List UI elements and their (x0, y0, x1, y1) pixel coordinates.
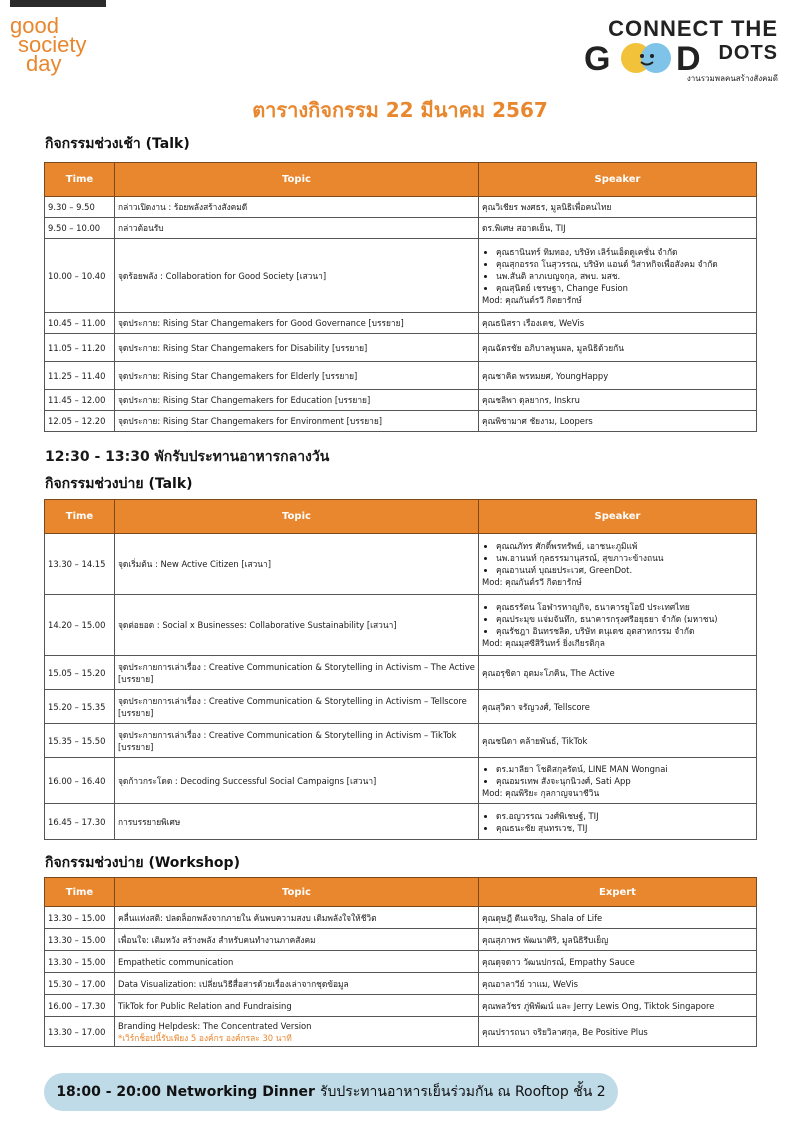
workshop-section-heading: กิจกรรมช่วงบ่าย (Workshop) (45, 855, 240, 871)
time-cell: 10.45 – 11.00 (45, 313, 115, 334)
schedule-row (45, 724, 757, 758)
dinner-time: 18:00 - 20:00 Networking Dinner (56, 1084, 315, 1100)
time-cell: 16.45 – 17.30 (45, 804, 115, 840)
speaker-cell (479, 690, 757, 724)
schedule-row (45, 411, 757, 432)
time-cell: 14.20 – 15.00 (45, 595, 115, 656)
moderator: Mod: คุณพิริยะ กุลกาญจนาชีวิน (482, 787, 600, 798)
speaker-cell (479, 362, 757, 390)
speaker-item: • นพ.อานนท์ กุลธรรมานุสรณ์, สุขภาวะข้างถนน (496, 552, 753, 564)
speaker-name: คุณชาคิต พรหมยศ, YoungHappy (482, 370, 609, 381)
time-cell: 13.30 – 15.00 (45, 951, 115, 973)
expert-cell: คุณดุษฎี ดีนเจริญ, Shala of Life (479, 907, 757, 929)
schedule-row (45, 197, 757, 218)
time-cell: 11.05 – 11.20 (45, 334, 115, 362)
speaker-cell (479, 390, 757, 411)
speaker-item: • คุณธนะชัย สุนทรเวช, TIJ (496, 822, 753, 834)
workshop-note: *เวิร์กช็อปนี้รับเพียง 5 องค์กร องค์กรละ 30 นาที (118, 1032, 292, 1043)
speaker-cell (479, 334, 757, 362)
moderator: Mod: คุณมุสซีสิรินทร์ ยิ่งเกียรติกุล (482, 638, 605, 648)
speaker-name: คุณอรุชิตา อุตมะโภคิน, The Active (482, 667, 615, 678)
col-header-time: Time (45, 500, 115, 534)
time-cell: 9.50 – 10.00 (45, 218, 115, 239)
speaker-cell (479, 595, 757, 656)
logo-line-3: day (26, 51, 62, 76)
time-cell: 15.35 – 15.50 (45, 724, 115, 758)
topic-cell: จุดประกาย: Rising Star Changemakers for Good Governance [บรรยาย] (115, 313, 479, 334)
logo-d-letter: D (676, 40, 701, 78)
logo-g-letter: G (584, 40, 611, 78)
topic-cell: จุดก้าวกระโดด : Decoding Successful Social Campaigns [เสวนา] (115, 758, 479, 804)
topic-cell: จุดเริ่มต้น : New Active Citizen [เสวนา] (115, 534, 479, 595)
schedule-row (45, 534, 757, 595)
expert-cell: คุณดุจดาว วัฒนปกรณ์, Empathy Sauce (479, 951, 757, 973)
expert-cell: คุณสุภาพร พัฒนาศิริ, มูลนิธิรีบเย็ญ (479, 929, 757, 951)
speaker-name: คุณสุวิตา จรัญวงศ์, Tellscore (482, 701, 590, 712)
time-cell: 15.20 – 15.35 (45, 690, 115, 724)
workshop-row (45, 951, 757, 973)
topic-cell: จุดประกายการเล่าเรื่อง : Creative Communication & Storytelling in Activism – TikTok [บรรยาย] (115, 724, 479, 758)
moderator: Mod: คุณกันต์รวี กิตยารักษ์ (482, 577, 582, 587)
afternoon-schedule-table (44, 499, 757, 840)
workshop-row (45, 1017, 757, 1047)
schedule-row (45, 334, 757, 362)
expert-cell: คุณพลวัชร ภู่พิพัฒน์ และ Jerry Lewis Ong, Tiktok Singapore (479, 995, 757, 1017)
time-cell: 10.00 – 10.40 (45, 239, 115, 313)
logo-dots-text: DOTS (718, 42, 778, 64)
topic-cell (115, 995, 479, 1017)
speaker-name: คุณชลิพา ดุลยากร, Inskru (482, 395, 580, 405)
speaker-name: คุณธนิสรา เรืองเดช, WeVis (482, 318, 585, 328)
topic-cell (115, 929, 479, 951)
speaker-list (482, 540, 753, 576)
speaker-cell (479, 656, 757, 690)
time-cell: 13.30 – 15.00 (45, 907, 115, 929)
networking-dinner-banner (44, 1073, 618, 1111)
col-header-time: Time (45, 163, 115, 197)
schedule-row (45, 690, 757, 724)
topic-cell: จุดประกายการเล่าเรื่อง : Creative Communication & Storytelling in Activism – The Active [บรรยาย] (115, 656, 479, 690)
moderator: Mod: คุณกันต์รวี กิตยารักษ์ (482, 294, 582, 305)
col-header-topic: Topic (115, 500, 479, 534)
col-header-time: Time (45, 878, 115, 907)
time-cell: 16.00 – 17.30 (45, 995, 115, 1017)
speaker-name: ดร.พิเศษ สอาดเย็น, TIJ (482, 223, 566, 233)
workshop-topic: Branding Helpdesk: The Concentrated Version (118, 1020, 312, 1031)
speaker-cell (479, 411, 757, 432)
topic-cell: การบรรยายพิเศษ (115, 804, 479, 840)
topic-cell: จุดร้อยพลัง : Collaboration for Good Society [เสวนา] (115, 239, 479, 313)
topic-cell (115, 951, 479, 973)
workshop-row (45, 907, 757, 929)
speaker-item: • คุณธรรัตน โอฬารหาญกิจ, ธนาคารยูโอบี ประเทศไทย (496, 601, 753, 613)
speaker-item: • คุณอมรเทพ สังจะนุกนิวงศ์, Sati App (496, 775, 753, 787)
schedule-row (45, 595, 757, 656)
workshop-row (45, 995, 757, 1017)
col-header-topic: Topic (115, 878, 479, 907)
time-cell: 11.45 – 12.00 (45, 390, 115, 411)
expert-cell: คุณปรารถนา จริยวิลาศกุล, Be Positive Plus (479, 1017, 757, 1047)
topic-cell: จุดประกาย: Rising Star Changemakers for Disability [บรรยาย] (115, 334, 479, 362)
speaker-item: • ดร.มาลียา โชติสกุลรัตน์, LINE MAN Wongnai (496, 763, 753, 775)
topic-cell (115, 973, 479, 995)
speaker-cell (479, 758, 757, 804)
schedule-row (45, 804, 757, 840)
schedule-row (45, 362, 757, 390)
time-cell: 16.00 – 16.40 (45, 758, 115, 804)
lunch-break: 12:30 - 13:30 พักรับประทานอาหารกลางวัน (45, 449, 330, 465)
speaker-item: • คุณธานินทร์ ทิมทอง, บริษัท เลิร์นเอ็ดดูเคชั่น จำกัด (496, 246, 753, 258)
speaker-list (482, 810, 753, 834)
topic-cell: จุดประกาย: Rising Star Changemakers for Environment [บรรยาย] (115, 411, 479, 432)
schedule-row (45, 313, 757, 334)
workshop-row (45, 929, 757, 951)
time-cell: 13.30 – 17.00 (45, 1017, 115, 1047)
speaker-item: • นพ.สันติ ลาภเบญจกุล, สพบ. มสช. (496, 270, 753, 282)
workshop-row (45, 973, 757, 995)
speaker-cell (479, 218, 757, 239)
speaker-name: คุณชนิดา คล้ายพันธ์, TikTok (482, 735, 588, 746)
time-cell: 15.30 – 17.00 (45, 973, 115, 995)
speaker-list (482, 763, 753, 787)
speaker-list (482, 601, 753, 637)
workshop-topic: คลื่นแห่งสติ: ปลดล็อกพลังจากภายใน ค้นพบความสงบ เติมพลังใจให้ชีวิต (118, 912, 377, 923)
topic-cell: กล่าวต้อนรับ (115, 218, 479, 239)
speaker-cell (479, 313, 757, 334)
logo-subtitle: งานรวมพลคนสร้างสังคมดี (686, 74, 778, 83)
connect-the-good-dots-logo (584, 16, 778, 88)
time-cell: 11.25 – 11.40 (45, 362, 115, 390)
topic-cell (115, 907, 479, 929)
col-header-speaker: Speaker (479, 163, 757, 197)
dots-face-icon (620, 42, 674, 74)
topic-cell: กล่าวเปิดงาน : ร้อยพลังสร้างสังคมดี (115, 197, 479, 218)
topic-cell: จุดประกาย: Rising Star Changemakers for Elderly [บรรยาย] (115, 362, 479, 390)
workshop-topic: TikTok for Public Relation and Fundraising (118, 1000, 292, 1011)
speaker-item: • คุณรัชฎา อินทรชลิต, บริษัท ดนุเดช อุตสาหกรรม จำกัด (496, 625, 753, 637)
time-cell: 15.05 – 15.20 (45, 656, 115, 690)
page-title: ตารางกิจกรรม 22 มีนาคม 2567 (252, 98, 548, 122)
topic-cell (115, 1017, 479, 1047)
speaker-cell (479, 239, 757, 313)
top-bar (10, 0, 106, 7)
morning-schedule-table (44, 162, 757, 432)
speaker-name: คุณวิเชียร พงศธร, มูลนิธิเพื่อคนไทย (482, 202, 612, 212)
speaker-cell (479, 534, 757, 595)
afternoon-section-heading: กิจกรรมช่วงบ่าย (Talk) (45, 476, 193, 492)
speaker-list (482, 246, 753, 294)
workshop-schedule-table (44, 877, 757, 1047)
expert-cell: คุณอาลาวีย์ วาแม, WeVis (479, 973, 757, 995)
schedule-row (45, 390, 757, 411)
speaker-name: คุณพิชามาศ ชัยงาม, Loopers (482, 416, 593, 426)
good-society-day-logo (10, 13, 120, 80)
speaker-item: • ดร.อญวรรณ วงศ์พิเชษฐ์, TIJ (496, 810, 753, 822)
topic-cell: จุดต่อยอด : Social x Businesses: Collaborative Sustainability [เสวนา] (115, 595, 479, 656)
speaker-item: • คุณอานนท์ บุณยประเวศ, GreenDot. (496, 564, 753, 576)
schedule-row (45, 218, 757, 239)
topic-cell: จุดประกายการเล่าเรื่อง : Creative Communication & Storytelling in Activism – Tellscore [บรรยาย] (115, 690, 479, 724)
workshop-topic: เพื่อนใจ: เติมหวัง สร้างพลัง สำหรับคนทำงานภาคสังคม (118, 934, 316, 945)
speaker-item: • คุณสุนิตย์ เชรษฐา, Change Fusion (496, 282, 753, 294)
col-header-speaker: Speaker (479, 500, 757, 534)
dinner-description: รับประทานอาหารเย็นร่วมกัน ณ Rooftop ชั้น 2 (319, 1084, 606, 1100)
speaker-item: • คุณประมุข แจ่มจันทึก, ธนาคารกรุงศรีอยุธยา จำกัด (มหาชน) (496, 613, 753, 625)
morning-section-heading: กิจกรรมช่วงเช้า (Talk) (45, 136, 190, 152)
speaker-cell (479, 724, 757, 758)
workshop-topic: Empathetic communication (118, 956, 234, 967)
speaker-name: คุณฉัตรชัย อภิบาลพูนผล, มูลนิธิด้วยกัน (482, 342, 624, 353)
time-cell: 12.05 – 12.20 (45, 411, 115, 432)
speaker-cell (479, 197, 757, 218)
logo-line-1: good (10, 13, 59, 38)
schedule-row (45, 758, 757, 804)
col-header-expert: Expert (479, 878, 757, 907)
speaker-item: • คุณสุกอรรถ โนสุวรรณ, บริษัท แอนด์ วิสาหกิจเพื่อสังคม จำกัด (496, 258, 753, 270)
logo-line-2: society (18, 32, 87, 57)
logo-connect-text: CONNECT THE (608, 16, 778, 41)
speaker-item: • คุณณภัทร ศักดิ์พรทรัพย์, เอาชนะภูมิแพ้ (496, 540, 753, 552)
speaker-cell (479, 804, 757, 840)
time-cell: 13.30 – 15.00 (45, 929, 115, 951)
workshop-topic: Data Visualization: เปลี่ยนวิธีสื่อสารด้วยเรื่องเล่าจากชุดข้อมูล (118, 978, 349, 989)
col-header-topic: Topic (115, 163, 479, 197)
schedule-row (45, 656, 757, 690)
schedule-row (45, 239, 757, 313)
time-cell: 9.30 – 9.50 (45, 197, 115, 218)
topic-cell: จุดประกาย: Rising Star Changemakers for Education [บรรยาย] (115, 390, 479, 411)
time-cell: 13.30 – 14.15 (45, 534, 115, 595)
